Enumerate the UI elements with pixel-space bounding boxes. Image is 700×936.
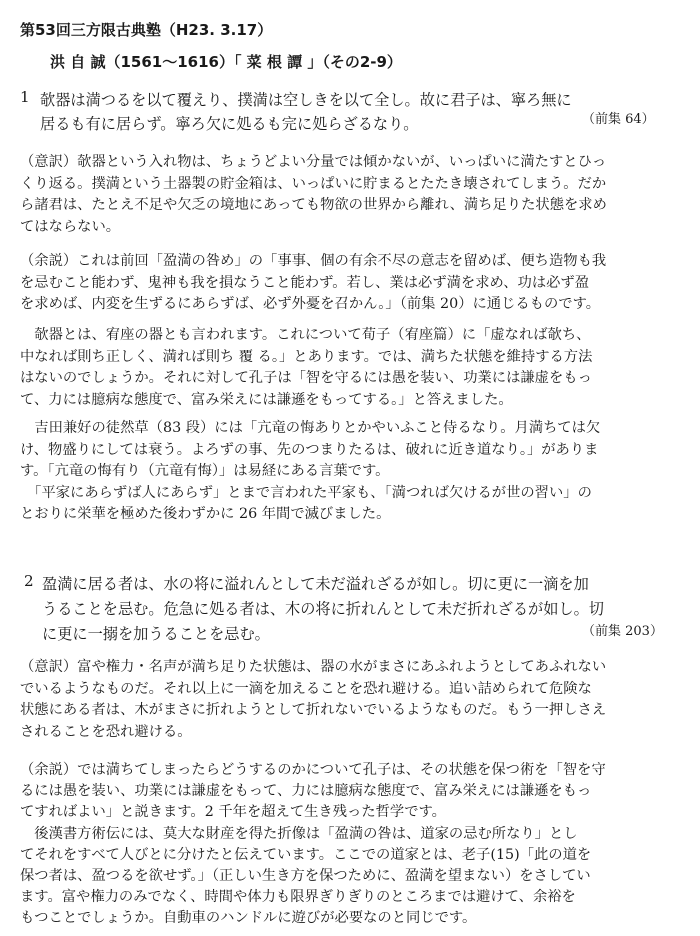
passage-line: 欹器は満つるを以て覆えり、撲満は空しきを以て全し。故に君子は、寧ろ無に: [40, 91, 572, 109]
translation-line: てはならない。: [20, 218, 121, 235]
commentary-line: るには愚を装い、功業には謙虚をもって、力には臆病な態度で、富み栄えには謙遜をもっ: [20, 783, 592, 800]
source-reference: （前集 64）: [582, 112, 655, 127]
commentary-line: を求めば、内変を生ずるにあらずば、必ず外憂を召かん。」（前集 20）に通じるものです。: [20, 296, 601, 312]
commentary-line: もつことでしょうか。自動車のハンドルに遊びが必要なのと同じです。: [20, 910, 477, 927]
lecture-subtitle: 洪 自 誠（1561～1616）「 菜 根 譚 」（その2‐9）: [50, 53, 402, 71]
passage-line: うることを忌む。危急に処る者は、木の将に折れんとして未だ折れざるが如し。切: [42, 600, 604, 618]
passage-line: 居るも有に居らず。寧ろ欠に処るも完に処らざるなり。: [40, 115, 419, 133]
passage-line: に更に一搦を加うることを忌む。: [42, 625, 270, 643]
translation-paragraph: [20, 657, 606, 743]
source-reference: （前集 203）: [582, 624, 663, 639]
commentary-paragraph: [20, 418, 600, 526]
translation-line: （意訳）富や権力・名声が満ち足りた状態は、器の水がまさにあふれようとしてあふれない: [20, 659, 607, 675]
original-passage: [40, 88, 572, 136]
commentary-line: 欹器とは、宥座の器とも言われます。これについて荀子（宥座篇）に「虚なれば欹ち、: [20, 327, 591, 343]
lecture-title: 第53回三方限古典塾（H23. 3.17）: [20, 21, 273, 39]
passage-line: 盈満に居る者は、水の将に溢れんとして未だ溢れざるが如し。切に更に一滴を加: [42, 575, 589, 593]
commentary-line: 後漢書方術伝には、莫大な財産を得た折像は「盈満の咎は、道家の忌む所なり」とし: [20, 825, 578, 842]
commentary-line: 保つ者は、盈つるを欲せず。」（正しい生き方を保つために、盈満を望まない）をさしてい: [20, 868, 591, 885]
section-number: 1: [20, 88, 30, 106]
commentary-line: ます。富や権力のみでなく、時間や体力も限界ぎりぎりのところまでは避けて、余裕を: [20, 889, 576, 906]
commentary-paragraph: [20, 760, 606, 930]
commentary-line: はないのでしょうか。それに対して孔子は「智を守るには愚を装い、功業には謙虚をもっ: [20, 370, 592, 386]
commentary-line: てそれをすべて人びとに分けたと伝えています。ここでの道家とは、老子(15)「此の道を: [20, 846, 592, 863]
translation-line: （意訳）欹器という入れ物は、ちょうどよい分量では傾かないが、いっぱいに満たすとひっ: [20, 154, 607, 170]
translation-line: くり返る。撲満という土器製の貯金箱は、いっぱいに貯まるとたたき壊されてしまう。だか: [20, 175, 607, 192]
commentary-line: とおりに栄華を極めた後わずかに 26 年間で滅びました。: [20, 506, 391, 522]
translation-line: されることを恐れ避ける。: [20, 723, 192, 740]
commentary-line: てすればよい」と説きます。2 千年を超えて生き残った哲学です。: [20, 804, 446, 821]
section-number: 2: [24, 572, 34, 590]
commentary-line: 吉田兼好の徒然草（83 段）には「亢竜の悔ありとかやいふこと侍るなり。月満ちては欠: [20, 420, 601, 436]
commentary-line: て、力には臆病な態度で、富み栄えには謙遜をもってする。」と答えました。: [20, 391, 513, 408]
translation-line: でいるようなものだ。それ以上に一滴を加えることを恐れ避ける。追い詰められて危険な: [20, 680, 592, 697]
commentary-line: す。「亢竜の悔有り（亢竜有悔）」は易経にある言葉です。: [20, 463, 390, 479]
translation-paragraph: [20, 152, 607, 238]
commentary-line: 中なれば則ち正しく、満れば則ち 覆 る。」とあります。では、満ちた状態を維持する方法: [20, 348, 593, 365]
translation-line: 状態にある者は、木がまさに折れようとして折れないでいるようなものだ。もう一押しさえ: [20, 702, 607, 718]
original-passage: [42, 572, 604, 647]
commentary-line: を忌むこと能わず、鬼神も我を損なうこと能わず。若し、業は必ず満を求め、功は必ず盈: [20, 274, 590, 291]
commentary-paragraph: [20, 251, 606, 316]
translation-line: ら諸君は、たとえ不足や欠乏の境地にあっても物欲の世界から離れ、満ち足りた状態を求め: [20, 197, 607, 213]
commentary-line: （余説）では満ちてしまったらどうするのかについて孔子は、その状態を保つ術を「智を守: [20, 762, 606, 778]
commentary-paragraph: [20, 325, 592, 411]
commentary-line: （余説）これは前回「盈満の咎め」の「事事、個の有余不尽の意志を留めば、便ち造物も我: [20, 253, 607, 269]
commentary-line: 「平家にあらずば人にあらず」とまで言われた平家も、「満つれば欠けるが世の習い」の: [20, 484, 592, 501]
commentary-line: け、物盛りにしては衰う。よろずの事、先のつまりたるは、破れに近き道なり。」がありま: [20, 441, 599, 458]
